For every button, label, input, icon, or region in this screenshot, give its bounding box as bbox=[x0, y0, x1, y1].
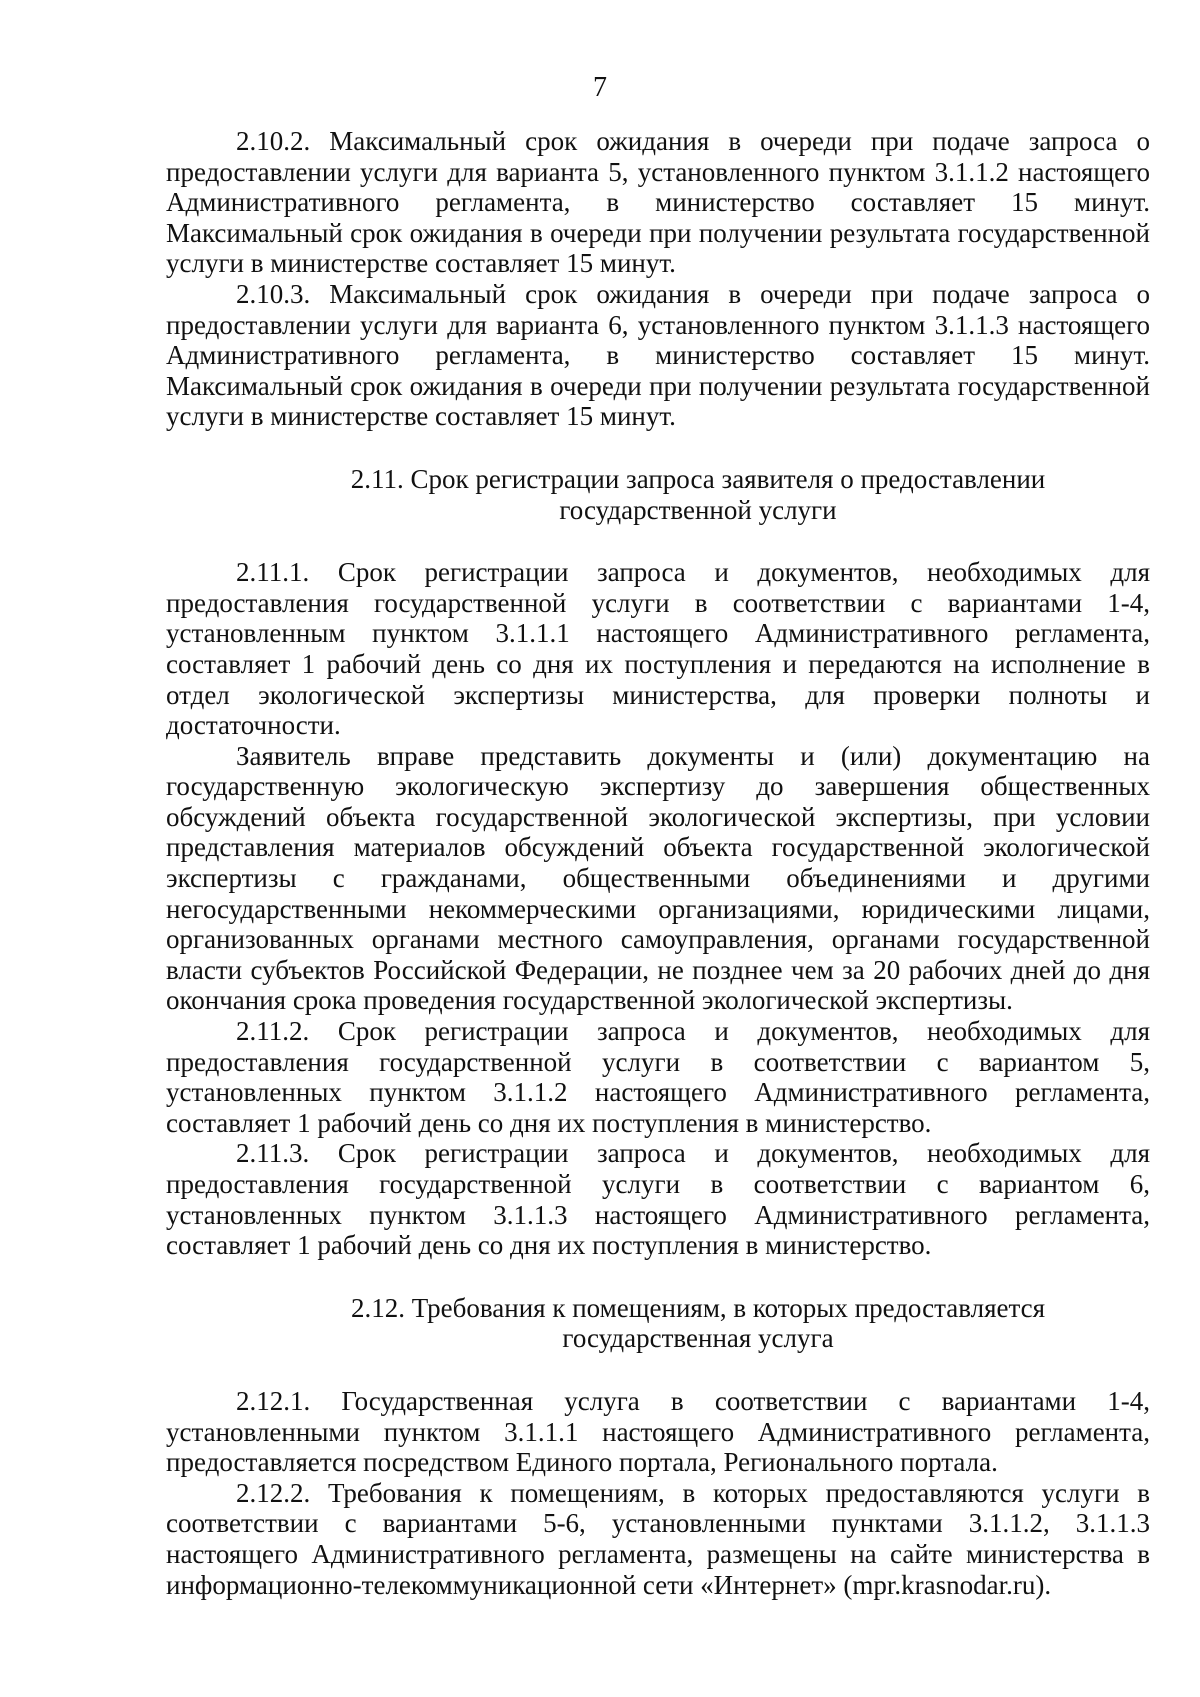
section-heading-2-11-line2: государственной услуги bbox=[559, 494, 837, 525]
document-body bbox=[166, 126, 1150, 1600]
paragraph-applicant-right: Заявитель вправе представить документы и (или) документацию на государственную экологическую экспертизу до завершения общественных обсуждений объекта государственной экологической экспертизы, при условии представления материалов обсуждений объекта государственной экологической экспертизы с гражданами, общественными объединениями и другими негосударственными некоммерческими организациями, юридическими лицами, организованных органами местного самоуправления, органами государственной власти субъектов Российской Федерации, не позднее чем за 20 рабочих дней до дня окончания срока проведения государственной экологической экспертизы. bbox=[166, 740, 1150, 1016]
paragraph-2-11-1: 2.11.1. Срок регистрации запроса и документов, необходимых для предоставления государственной услуги в соответствии с вариантами 1-4, установленным пунктом 3.1.1.1 настоящего Административного регламента, составляет 1 рабочий день со дня их поступления и передаются на исполнение в отдел экологической экспертизы министерства, для проверки полноты и достаточности. bbox=[166, 557, 1150, 741]
page-number: 7 bbox=[593, 72, 607, 103]
paragraph-2-12-1: 2.12.1. Государственная услуга в соответствии с вариантами 1-4, установленными пунктом 3.1.1.1 настоящего Административного регламента, предоставляется посредством Единого портала, Регионального портала. bbox=[166, 1385, 1150, 1478]
section-heading-2-12-line1: 2.12. Требования к помещениям, в которых предоставляется bbox=[350, 1292, 1046, 1323]
paragraph-2-11-3: 2.11.3. Срок регистрации запроса и документов, необходимых для предоставления государственной услуги в соответствии с вариантом 6, установленных пунктом 3.1.1.3 настоящего Административного регламента, составляет 1 рабочий день со дня их поступления в министерство. bbox=[166, 1138, 1150, 1261]
paragraph-2-11-2: 2.11.2. Срок регистрации запроса и документов, необходимых для предоставления государственной услуги в соответствии с вариантом 5, установленных пунктом 3.1.1.2 настоящего Административного регламента, составляет 1 рабочий день со дня их поступления в министерство. bbox=[166, 1016, 1150, 1138]
paragraph-2-12-2: 2.12.2. Требования к помещениям, в которых предоставляются услуги в соответствии с вариантами 5-6, установленными пунктами 3.1.1.2, 3.1.1.3 настоящего Административного регламента, размещены на сайте министерства в информационно-телекоммуникационной сети «Интернет» (mpr.krasnodar.ru). bbox=[166, 1477, 1150, 1600]
section-heading-2-12-line2: государственная услуга bbox=[562, 1323, 834, 1354]
section-heading-2-11-line1: 2.11. Срок регистрации запроса заявителя о предоставлении bbox=[350, 463, 1046, 494]
paragraph-2-10-2: 2.10.2. Максимальный срок ожидания в очереди при подаче запроса о предоставлении услуги для варианта 5, установленного пунктом 3.1.1.2 настоящего Административного регламента, в министерство составляет 15 минут. Максимальный срок ожидания в очереди при получении результата государственной услуги в министерстве составляет 15 минут. bbox=[166, 126, 1150, 279]
section-heading-2-11 bbox=[166, 464, 1150, 525]
section-heading-2-12 bbox=[166, 1293, 1150, 1354]
paragraph-2-10-3: 2.10.3. Максимальный срок ожидания в очереди при подаче запроса о предоставлении услуги для варианта 6, установленного пунктом 3.1.1.3 настоящего Административного регламента, в министерство составляет 15 минут. Максимальный срок ожидания в очереди при получении результата государственной услуги в министерстве составляет 15 минут. bbox=[166, 278, 1150, 432]
